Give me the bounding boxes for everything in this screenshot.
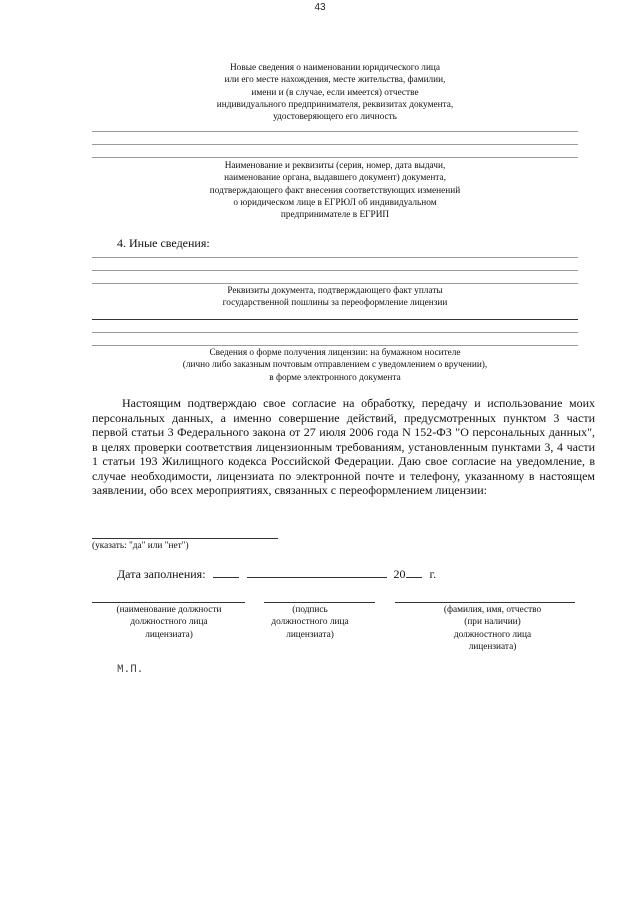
caption-line: удостоверяющего его личность	[273, 112, 397, 123]
fill-line	[92, 283, 578, 284]
name-field[interactable]	[395, 602, 575, 603]
form-caption	[92, 347, 578, 384]
caption-line: Реквизиты документа, подтверждающего факт уплаты	[227, 286, 443, 296]
date-label: Дата заполнения:	[117, 567, 206, 581]
name-caption	[410, 604, 575, 653]
answer-hint: (указать: "да" или "нет")	[92, 541, 189, 551]
date-day-field[interactable]	[213, 566, 239, 578]
fill-line	[92, 157, 578, 158]
caption-line: должностного лица	[453, 629, 532, 640]
signature-field[interactable]	[264, 602, 375, 603]
date-year-prefix: 20	[393, 567, 406, 581]
caption-line: в форме электронного документа	[269, 372, 401, 383]
registry-doc-caption	[92, 160, 578, 221]
page-number: 43	[314, 2, 326, 13]
signature-caption	[250, 604, 370, 641]
fill-line	[92, 131, 578, 132]
caption-line: имени и (в случае, если имеется) отчестве	[251, 87, 419, 98]
fill-line	[92, 345, 578, 346]
caption-line: должностного лица	[130, 617, 208, 628]
stamp-placeholder: М.П.	[117, 664, 144, 676]
caption-line: Новые сведения о наименовании юридического лица	[229, 63, 441, 73]
fill-line	[92, 257, 578, 258]
section-other-heading: 4. Иные сведения:	[117, 236, 210, 250]
fill-line	[92, 319, 578, 320]
date-year-field[interactable]	[406, 566, 422, 578]
fee-caption	[92, 285, 578, 310]
date-year-suffix: г.	[429, 567, 437, 581]
caption-line: предпринимателе в ЕГРИП	[280, 210, 390, 221]
caption-line: государственной пошлины за переоформление лицензии	[222, 298, 448, 309]
caption-line: о юридическом лице в ЕГРЮЛ об индивидуальном	[233, 197, 437, 208]
caption-line: Наименование и реквизиты (серия, номер, дата выдачи,	[224, 161, 446, 171]
caption-line: индивидуального предпринимателя, реквизитах документа,	[216, 99, 454, 110]
position-caption	[86, 604, 252, 641]
fill-line	[92, 332, 578, 333]
caption-line: (фамилия, имя, отчество	[443, 605, 542, 615]
date-row	[117, 566, 436, 582]
caption-line: или его месте нахождения, месте жительства, фамилии,	[224, 75, 446, 86]
caption-line: (при наличии)	[464, 617, 521, 628]
position-field[interactable]	[92, 602, 245, 603]
caption-line: лицензиата)	[145, 629, 193, 640]
consent-paragraph: Настоящим подтверждаю свое согласие на обработку, передачу и использование моих персональных данных, а именно совершение действий, предусмотренных пунктом 3 части первой статьи 3 Федерального закона от 27 июля 2006 года N 152-ФЗ "О персональных данных", в целях проверки соответствия лицензионным требованиям, установленным пунктами 3, 4 части 1 статьи 193 Жилищного кодекса Российской Федерации. Даю свое согласие на уведомление, в случае необходимости, лицензиата по электронной почте и телефону, указанному в настоящем заявлении, обо всех мероприятиях, связанных с переоформлением лицензии:	[92, 396, 595, 497]
fill-line	[92, 144, 578, 145]
new-info-caption	[92, 62, 578, 123]
consent-answer-field[interactable]	[92, 538, 278, 539]
caption-line: наименование органа, выдавшего документ) документа,	[224, 173, 446, 184]
caption-line: (наименование должности	[116, 605, 222, 615]
caption-line: лицензиата)	[286, 629, 334, 640]
caption-line: (подпись	[292, 605, 328, 615]
caption-line: подтверждающего факт внесения соответствующих изменений	[209, 185, 461, 196]
fill-line	[92, 270, 578, 271]
caption-line: (лично либо заказным почтовым отправлением с уведомлением о вручении),	[182, 360, 488, 371]
caption-line: лицензиата)	[468, 641, 517, 652]
caption-line: должностного лица	[271, 617, 349, 628]
caption-line: Сведения о форме получения лицензии: на бумажном носителе	[209, 348, 461, 358]
date-month-field[interactable]	[247, 566, 387, 578]
